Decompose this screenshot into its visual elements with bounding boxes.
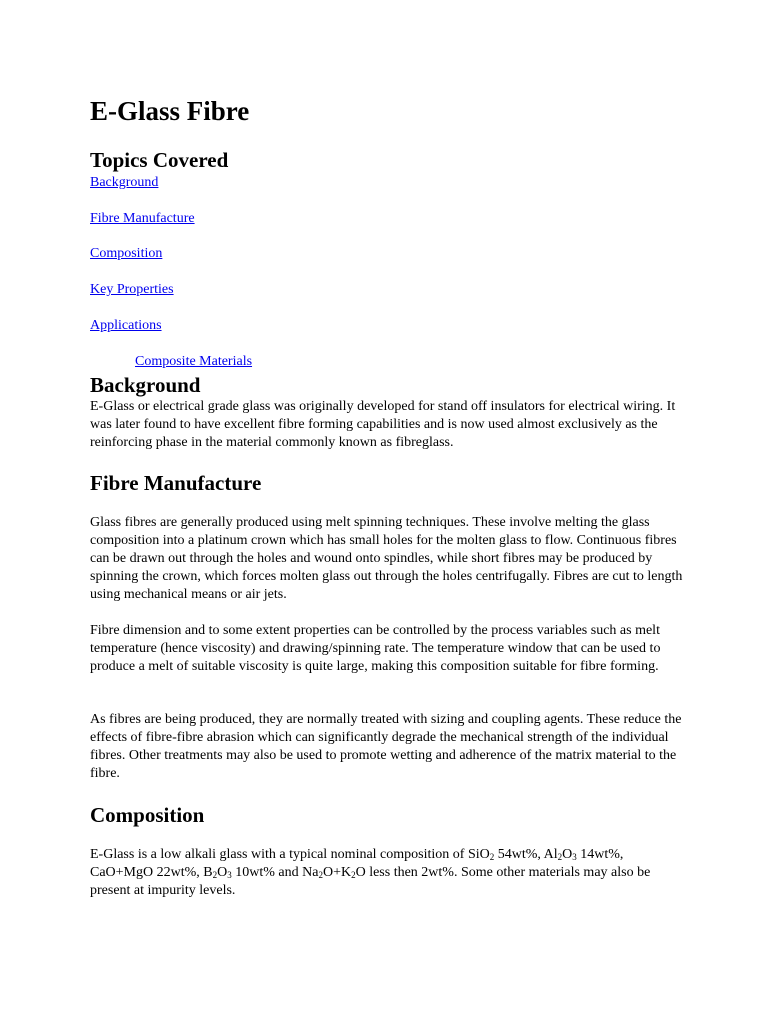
manufacture-paragraph-3: As fibres are being produced, they are normally treated with sizing and coupling agents. These reduce the effects of fibre-fibre abrasion which can significantly degrade the mechanical strength of the individual fibres. Other treatments may also be used to promote wetting and adherence of the matrix material to the fibre. [90, 712, 682, 781]
background-heading: Background [90, 373, 201, 397]
toc-link-applications[interactable]: Applications [90, 318, 162, 333]
formula-al2o3: $Al_2O_3$ [543, 847, 577, 862]
fibre-manufacture-heading: Fibre Manufacture [90, 471, 262, 495]
toc-link-composite-materials[interactable]: Composite Materials [135, 354, 253, 369]
formula-sio2: SiO$_2$ [467, 847, 495, 862]
toc-heading: Topics Covered [90, 148, 229, 172]
formula-na2o-k2o: $Na_2O+K_2$ [302, 865, 356, 880]
page-title: E-Glass Fibre [90, 96, 250, 126]
background-paragraph: E-Glass or electrical grade glass was originally developed for stand off insulators for electrical wiring. It was later found to have excellent fibre forming capabilities and is now used almost exclusively as the reinforcing phase in the material commonly known as fibreglass. [90, 399, 676, 450]
manufacture-paragraph-1: Glass fibres are generally produced using melt spinning techniques. These involve melting the glass composition into a platinum crown which has small holes for the molten glass to flow. Continuous fibres can be drawn out through the holes and wound onto spindles, while short fibres may be produced by spinning the crown, which forces molten glass out through the holes centrifugally. Fibres are cut to length using mechanical means or air jets. [90, 515, 683, 602]
toc-link-background[interactable]: Background [90, 175, 159, 190]
composition-heading: Composition [90, 803, 205, 827]
composition-text: E-Glass is a low alkali glass with a typical nominal composition of [90, 847, 468, 862]
formula-b2o3: $B_2O_3$ [203, 865, 232, 880]
composition-paragraph: E-Glass is a low alkali glass with a typical nominal composition of SiO$_2$ 54wt%, $Al_2O_3$ 14wt%, CaO+MgO 22wt%, $B_2O_3$ 10wt% and $Na_2O+K_2O$ less then 2wt%. Some other materials may also be present at impurity levels. [90, 847, 651, 898]
toc-link-fibre-manufacture[interactable]: Fibre Manufacture [90, 211, 195, 226]
manufacture-paragraph-2: Fibre dimension and to some extent properties can be controlled by the process variables such as melt temperature (hence viscosity) and drawing/spinning rate. The temperature window that can be used to produce a melt of suitable viscosity is quite large, making this composition suitable for fibre forming. [90, 623, 661, 674]
toc-link-composition[interactable]: Composition [90, 246, 163, 261]
toc-link-key-properties[interactable]: Key Properties [90, 282, 174, 297]
